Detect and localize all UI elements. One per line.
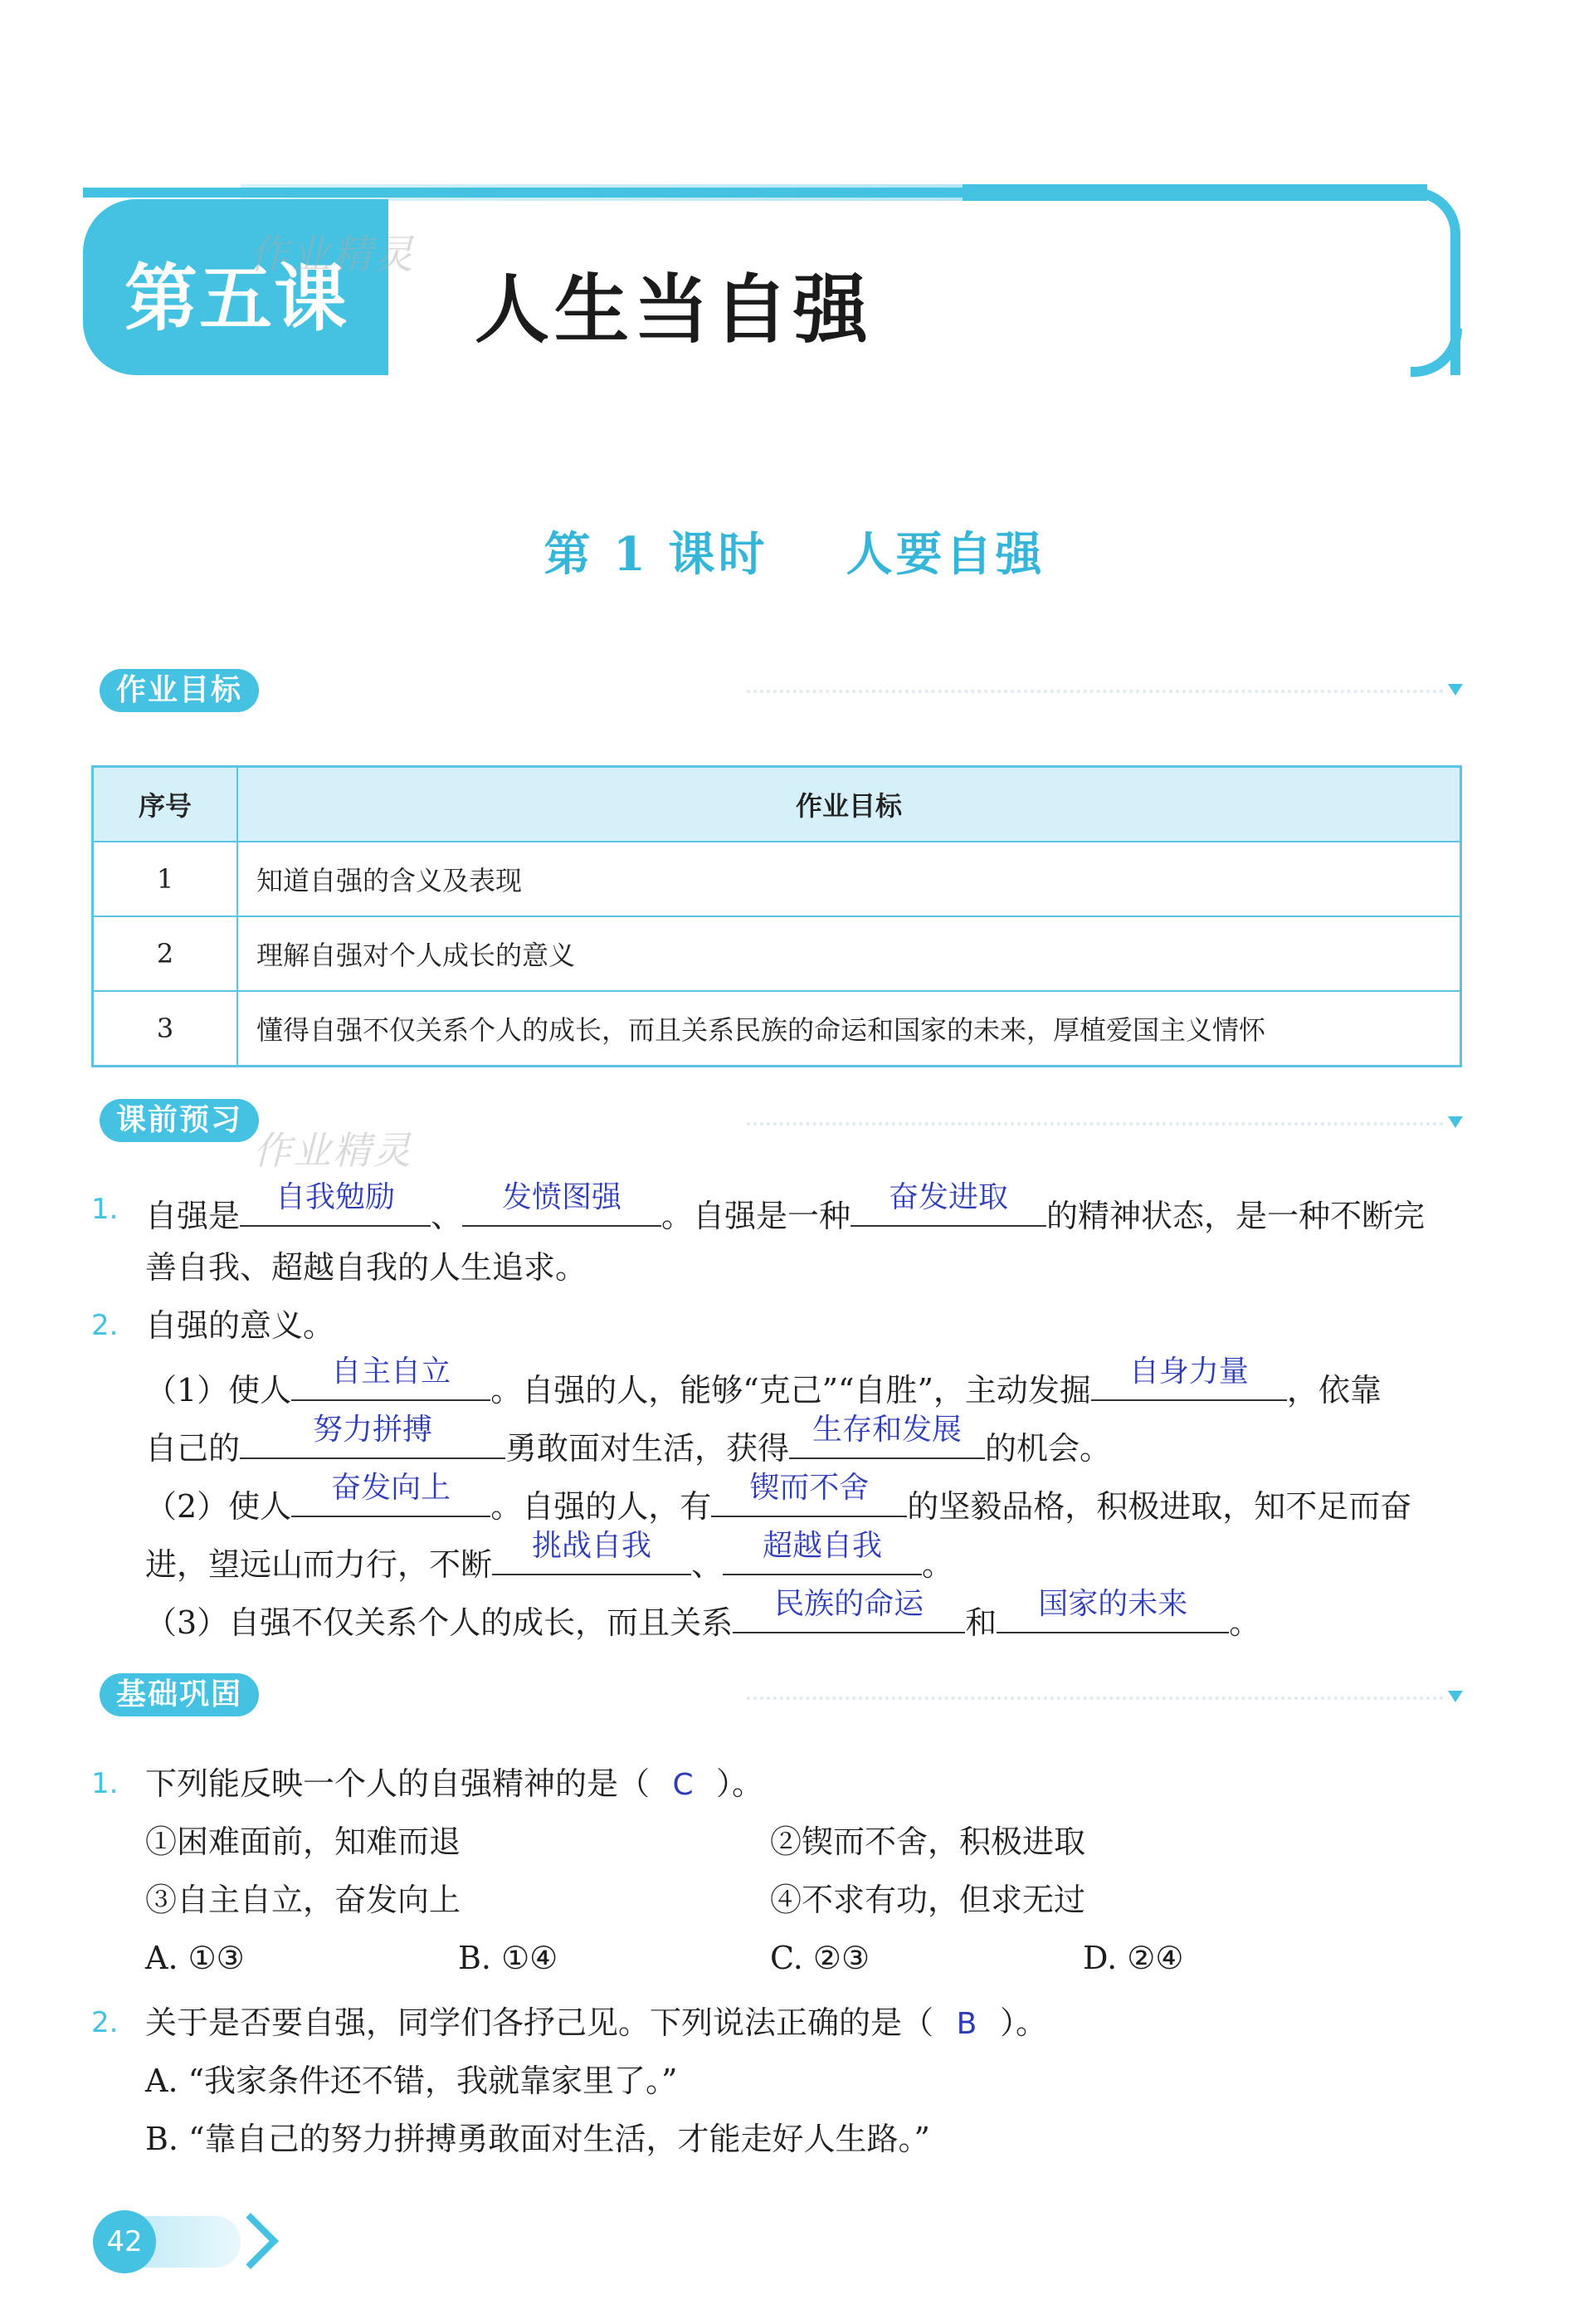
- fill-blank: [1091, 1355, 1287, 1401]
- text-span: 、: [431, 1198, 463, 1234]
- answer-text: 努力拼搏: [313, 1413, 433, 1447]
- section-badge-preview: 课前预习: [100, 1099, 259, 1142]
- text-span: 。自强是一种: [661, 1198, 851, 1234]
- fill-blank: [733, 1587, 965, 1633]
- text-span: 。: [1229, 1604, 1261, 1641]
- preview-q2-p2: [145, 1471, 1412, 1527]
- section-badge-basics: 基础巩固: [100, 1673, 259, 1716]
- text-span: ，依靠: [1286, 1372, 1382, 1409]
- text-span: 的机会。: [985, 1430, 1112, 1467]
- table-cell-goal: 知道自强的含义及表现: [237, 842, 1461, 916]
- fill-blank: [997, 1587, 1229, 1633]
- preview-q2-p1: [145, 1355, 1382, 1411]
- chapter-title: 人生当自强: [475, 266, 873, 354]
- table-header-goal: 作业目标: [237, 767, 1461, 842]
- section-divider: [747, 1697, 1444, 1700]
- text-span: 。: [922, 1546, 954, 1583]
- preview-q2-p1b: [145, 1413, 1112, 1469]
- answer-text: 锲而不舍: [749, 1471, 870, 1505]
- answer-text: 自主自立: [331, 1355, 451, 1389]
- question-number: 1.: [91, 1767, 119, 1800]
- triangle-down-icon: [1448, 684, 1463, 696]
- answer-text: 超越自我: [763, 1529, 883, 1563]
- text-span: 的精神状态，是一种不断完: [1046, 1198, 1426, 1234]
- basics-q1-stem: [145, 1763, 763, 1806]
- text-span: 下列能反映一个人的自强精神的是（: [145, 1765, 651, 1802]
- table-row: [93, 842, 1461, 916]
- text-span: ）。: [716, 1765, 764, 1802]
- preview-q1-line2: 善自我、超越自我的人生追求。: [145, 1249, 587, 1286]
- text-span: 、: [691, 1546, 724, 1583]
- fill-blank: [291, 1355, 490, 1401]
- section-badge-goals: 作业目标: [100, 669, 259, 712]
- section-divider: [747, 1122, 1444, 1125]
- table-cell-num: 2: [93, 916, 238, 991]
- text-span: 的坚毅品格，积极进取，知不足而奋: [907, 1488, 1412, 1525]
- basics-q2-stem: [145, 2002, 1047, 2045]
- basics-q1-item: ④不求有功，但求无过: [770, 1882, 1086, 1918]
- basics-q1-item: ③自主自立，奋发向上: [145, 1882, 461, 1918]
- chapter-label: 第五课: [124, 256, 349, 341]
- lesson-title: 第 1 课时 人要自强: [543, 527, 1046, 582]
- table-cell-num: 1: [93, 842, 238, 916]
- basics-q2-option: A. “我家条件还不错，我就靠家里了。”: [145, 2063, 678, 2099]
- preview-q1-line1: [145, 1180, 1426, 1237]
- table-cell-num: 3: [93, 991, 238, 1067]
- table-row: [93, 916, 1461, 991]
- answer-text: 奋发进取: [889, 1180, 1009, 1214]
- goals-table: [91, 765, 1462, 1067]
- fill-blank: [789, 1413, 985, 1459]
- triangle-down-icon: [1448, 1116, 1463, 1128]
- page-number: 42: [93, 2210, 156, 2273]
- basics-q1-option: C. ②③: [770, 1940, 870, 1976]
- basics-q2-option: B. “靠自己的努力拼搏勇敢面对生活，才能走好人生路。”: [145, 2121, 930, 2157]
- table-cell-goal: 懂得自强不仅关系个人的成长，而且关系民族的命运和国家的未来，厚植爱国主义情怀: [237, 991, 1461, 1067]
- text-span: （3）自强不仅关系个人的成长，而且关系: [145, 1604, 734, 1641]
- fill-blank: [240, 1180, 431, 1227]
- question-number: 2.: [91, 2006, 119, 2039]
- basics-q1-option: A. ①③: [145, 1940, 245, 1976]
- text-span: 进，望远山而力行，不断: [145, 1546, 493, 1583]
- answer-text: C: [672, 1768, 694, 1802]
- fill-blank: [492, 1529, 691, 1575]
- answer-text: 挑战自我: [532, 1529, 652, 1563]
- table-header-row: [93, 767, 1461, 842]
- text-span: 自强是: [145, 1198, 241, 1234]
- fill-blank: [723, 1529, 922, 1575]
- text-span: （2）使人: [145, 1488, 292, 1525]
- table-row: [93, 991, 1461, 1067]
- text-span: 。自强的人，能够“克己”“自胜”，主动发掘: [490, 1372, 1091, 1409]
- text-span: 勇敢面对生活，获得: [505, 1430, 790, 1467]
- fill-blank: [711, 1471, 907, 1517]
- answer-text: 自身力量: [1128, 1355, 1249, 1389]
- fill-blank: [291, 1471, 490, 1517]
- text-span: 。自强的人，有: [490, 1488, 712, 1525]
- answer-text: 自我勉励: [275, 1180, 396, 1214]
- answer-text: 发愤图强: [502, 1180, 622, 1214]
- preview-q2-p2b: [145, 1529, 954, 1585]
- question-number: 2.: [91, 1309, 119, 1342]
- text-span: 关于是否要自强，同学们各抒己见。下列说法正确的是（: [145, 2004, 934, 2041]
- answer-text: 民族的命运: [774, 1587, 924, 1621]
- table-header-num: 序号: [93, 767, 238, 842]
- text-span: ）。: [1000, 2004, 1048, 2041]
- answer-text: 奋发向上: [331, 1471, 451, 1505]
- fill-blank: [240, 1413, 505, 1459]
- watermark: 作业精灵: [253, 1128, 412, 1173]
- basics-q1-item: ②锲而不舍，积极进取: [770, 1824, 1086, 1860]
- basics-q1-option: B. ①④: [458, 1940, 558, 1976]
- answer-text: 国家的未来: [1038, 1587, 1188, 1621]
- text-span: 自己的: [145, 1430, 241, 1467]
- table-cell-goal: 理解自强对个人成长的意义: [237, 916, 1461, 991]
- fill-blank: [851, 1180, 1046, 1227]
- triangle-down-icon: [1448, 1691, 1463, 1702]
- basics-q1-item: ①困难面前，知难而退: [145, 1824, 461, 1860]
- watermark: 作业精灵: [249, 232, 416, 278]
- preview-q2-p3: [145, 1587, 1261, 1643]
- preview-q2-title: 自强的意义。: [145, 1307, 335, 1344]
- basics-q1-option: D. ②④: [1083, 1940, 1184, 1976]
- answer-text: 生存和发展: [812, 1413, 963, 1447]
- section-divider: [747, 690, 1444, 693]
- text-span: （1）使人: [145, 1372, 292, 1409]
- fill-blank: [462, 1180, 661, 1227]
- answer-text: B: [956, 2007, 977, 2041]
- question-number: 1.: [91, 1193, 119, 1226]
- text-span: 和: [965, 1604, 997, 1641]
